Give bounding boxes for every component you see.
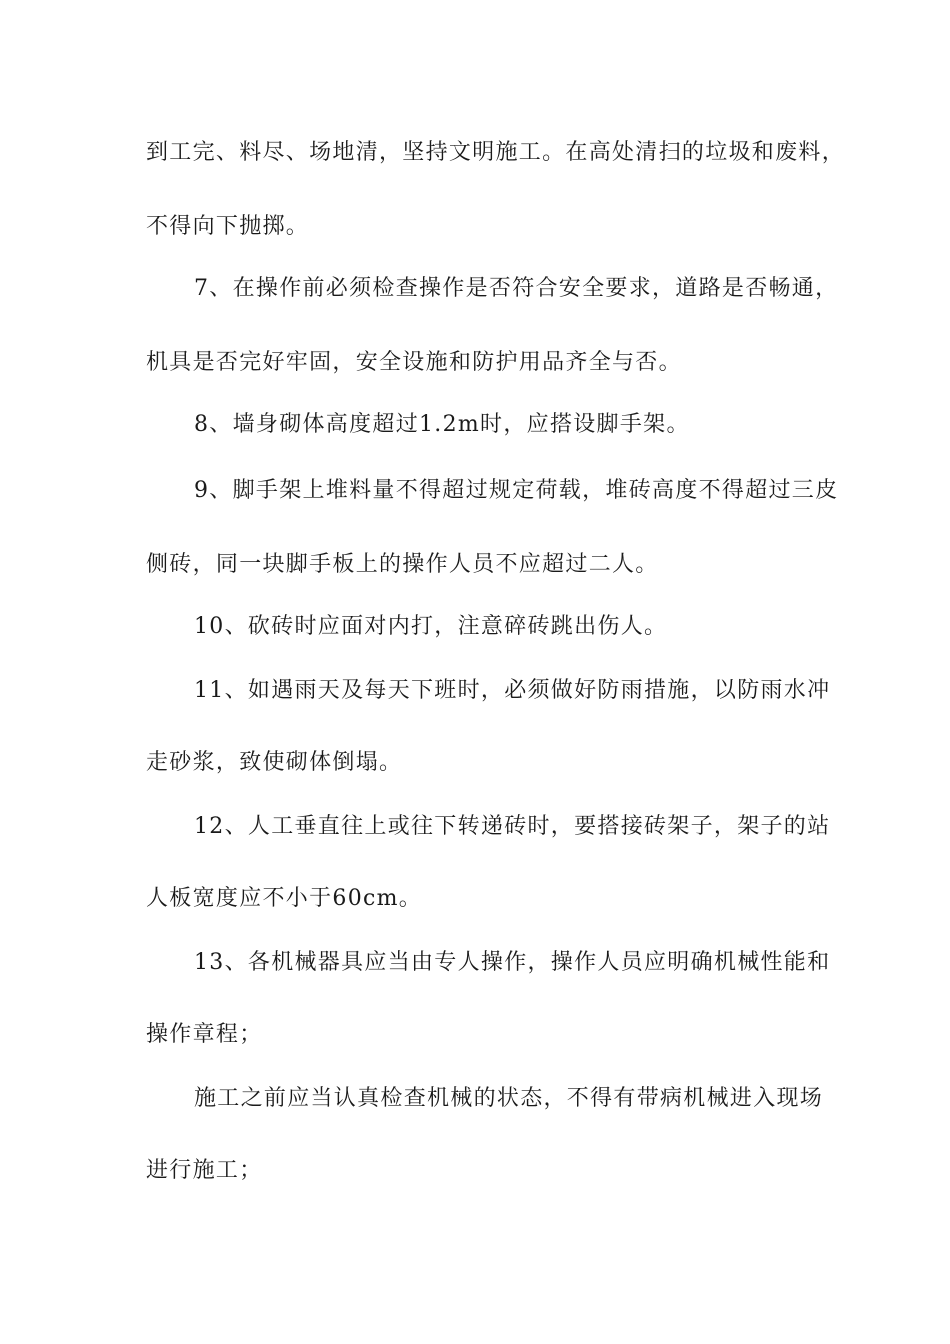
list-item-8: 8、墙身砌体高度超过1.2m时，应搭设脚手架。 — [194, 412, 690, 437]
list-item-13: 13、各机械器具应当由专人操作，操作人员应明确机械性能和 — [194, 950, 831, 975]
list-item-11: 11、如遇雨天及每天下班时，必须做好防雨措施，以防雨水冲 — [194, 678, 831, 703]
text-line: 到工完、料尽、场地清，坚持文明施工。在高处清扫的垃圾和废料， — [146, 140, 846, 165]
text-line: 走砂浆，致使砌体倒塌。 — [146, 750, 403, 775]
list-item-10: 10、砍砖时应面对内打，注意碎砖跳出伤人。 — [194, 614, 668, 639]
text-line: 侧砖，同一块脚手板上的操作人员不应超过二人。 — [146, 552, 659, 577]
list-item-12: 12、人工垂直往上或往下转递砖时，要搭接砖架子，架子的站 — [194, 814, 831, 839]
text-line: 进行施工； — [146, 1158, 263, 1183]
text-line: 人板宽度应不小于60cm。 — [146, 886, 423, 911]
text-line: 机具是否完好牢固，安全设施和防护用品齐全与否。 — [146, 350, 682, 375]
paragraph-line: 施工之前应当认真检查机械的状态，不得有带病机械进入现场 — [194, 1086, 824, 1111]
text-line: 操作章程； — [146, 1022, 263, 1047]
list-item-7: 7、在操作前必须检查操作是否符合安全要求，道路是否畅通， — [194, 276, 839, 301]
text-line: 不得向下抛掷。 — [146, 214, 310, 239]
list-item-9: 9、脚手架上堆料量不得超过规定荷载，堆砖高度不得超过三皮 — [194, 478, 839, 503]
